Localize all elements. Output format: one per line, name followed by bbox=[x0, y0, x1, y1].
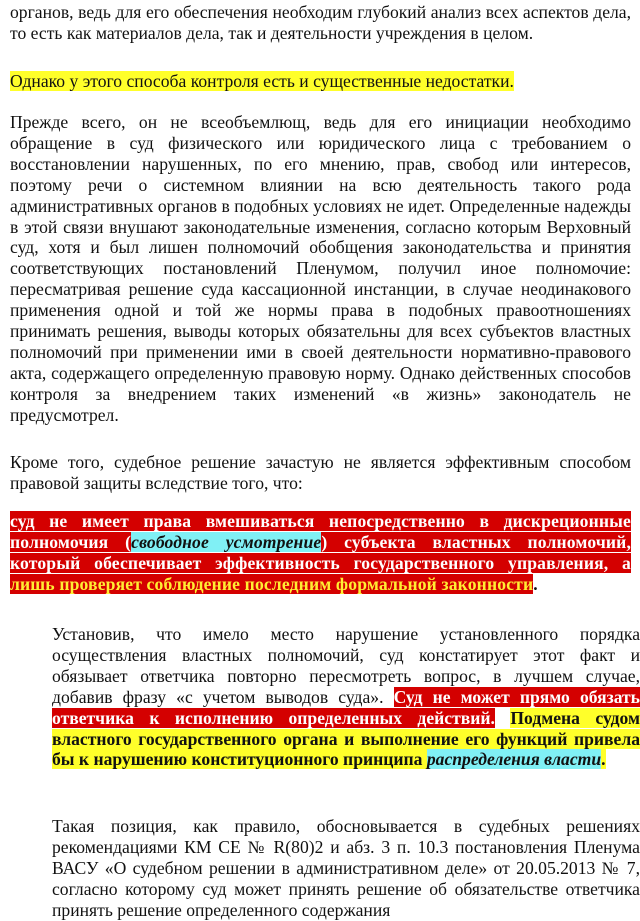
red-highlight-sentence: Суд не может прямо обязать ответчика к исполнению определенных действий. bbox=[52, 686, 640, 728]
spacer bbox=[495, 708, 510, 728]
yellow-highlight-sentence: Однако у этого способа контроля есть и существенные недостатки. bbox=[10, 71, 514, 91]
paragraph-not-comprehensive: Прежде всего, он не всеобъемлющ, ведь для его инициации необходимо обращение в суд физического или юридического лица с требованием о восстановлении нарушенных, по его мнению, прав, свобод или интересов, поэтому речи о системном влиянии на всю деятельность такого рода административных органов в подобных условиях не идет. Определенные надежды в этой связи внушают законодательные изменения, согласно которым Верховный суд, хотя и был лишен полномочий обобщения законодательства и принятия соответствующих постановлений Пленумом, получил иное полномочие: пересматривая решение суда кассационной инстанции, в случае неодинакового применения одной и той же нормы права в подобных правоотношениях принимать решения, выводы которых обязательны для всех субъектов властных полномочий при применении ими в своей деятельности нормативно-правового акта, содержащего определенную правовую норму. Однако действенных способов контроля за внедрением таких изменений «в жизнь» законодатель не предусмотрел. bbox=[10, 112, 631, 425]
paragraph-position-justification: Такая позиция, как правило, обосновывается в судебных решениях рекомендациями КМ СЕ № R(80)2 и абз. 3 п. 10.3 постановления Пленума ВАСУ «О судебном решении в административном деле» от 20.05.2013 № 7, согласно которому суд может принять решение об обязательстве ответчика принять решение определенного содержания bbox=[52, 816, 640, 920]
red-highlight-text-2: ) субъекта властных полномочий, который обеспечивает эффективность государственного управления, а bbox=[10, 531, 632, 573]
red-block-period: . bbox=[533, 573, 538, 594]
red-highlight-block bbox=[10, 511, 631, 595]
yellow-period: . bbox=[601, 749, 606, 770]
paragraph-court-decision-ineffective: Кроме того, судебное решение зачастую не является эффективным способом правовой защиты вследствие того, что: bbox=[10, 452, 631, 493]
indented-plain-text: Установив, что имело место нарушение установленного порядка осуществления властных полномочий, суд констатирует этот факт и обязывает ответчика повторно пересмотреть вопрос, в лучшем случае, добавив фразу «с учетом выводов суда». bbox=[52, 624, 640, 707]
yellow-bold-sentence: Подмена судом властного государственного органа и выполнение его функций привела бы к нарушению конституционного принципа bbox=[52, 707, 640, 770]
indented-paragraph bbox=[52, 624, 640, 770]
highlighted-sentence-paragraph bbox=[10, 71, 631, 92]
paragraph-intro-continuation: органов, ведь для его обеспечения необходим глубокий анализ всех аспектов дела, то есть как материалов дела, так и деятельности учреждения в целом. bbox=[10, 2, 631, 43]
red-highlight-text-1: суд не имеет права вмешиваться непосредственно в дискреционные полномочия ( bbox=[10, 511, 631, 552]
cyan-highlight-term-discretion: свободное усмотрение bbox=[131, 531, 322, 552]
red-highlight-yellow-text: лишь проверяет соблюдение последним формальной законности bbox=[10, 573, 534, 594]
cyan-highlight-term-separation-of-powers: распределения власти bbox=[426, 749, 602, 770]
